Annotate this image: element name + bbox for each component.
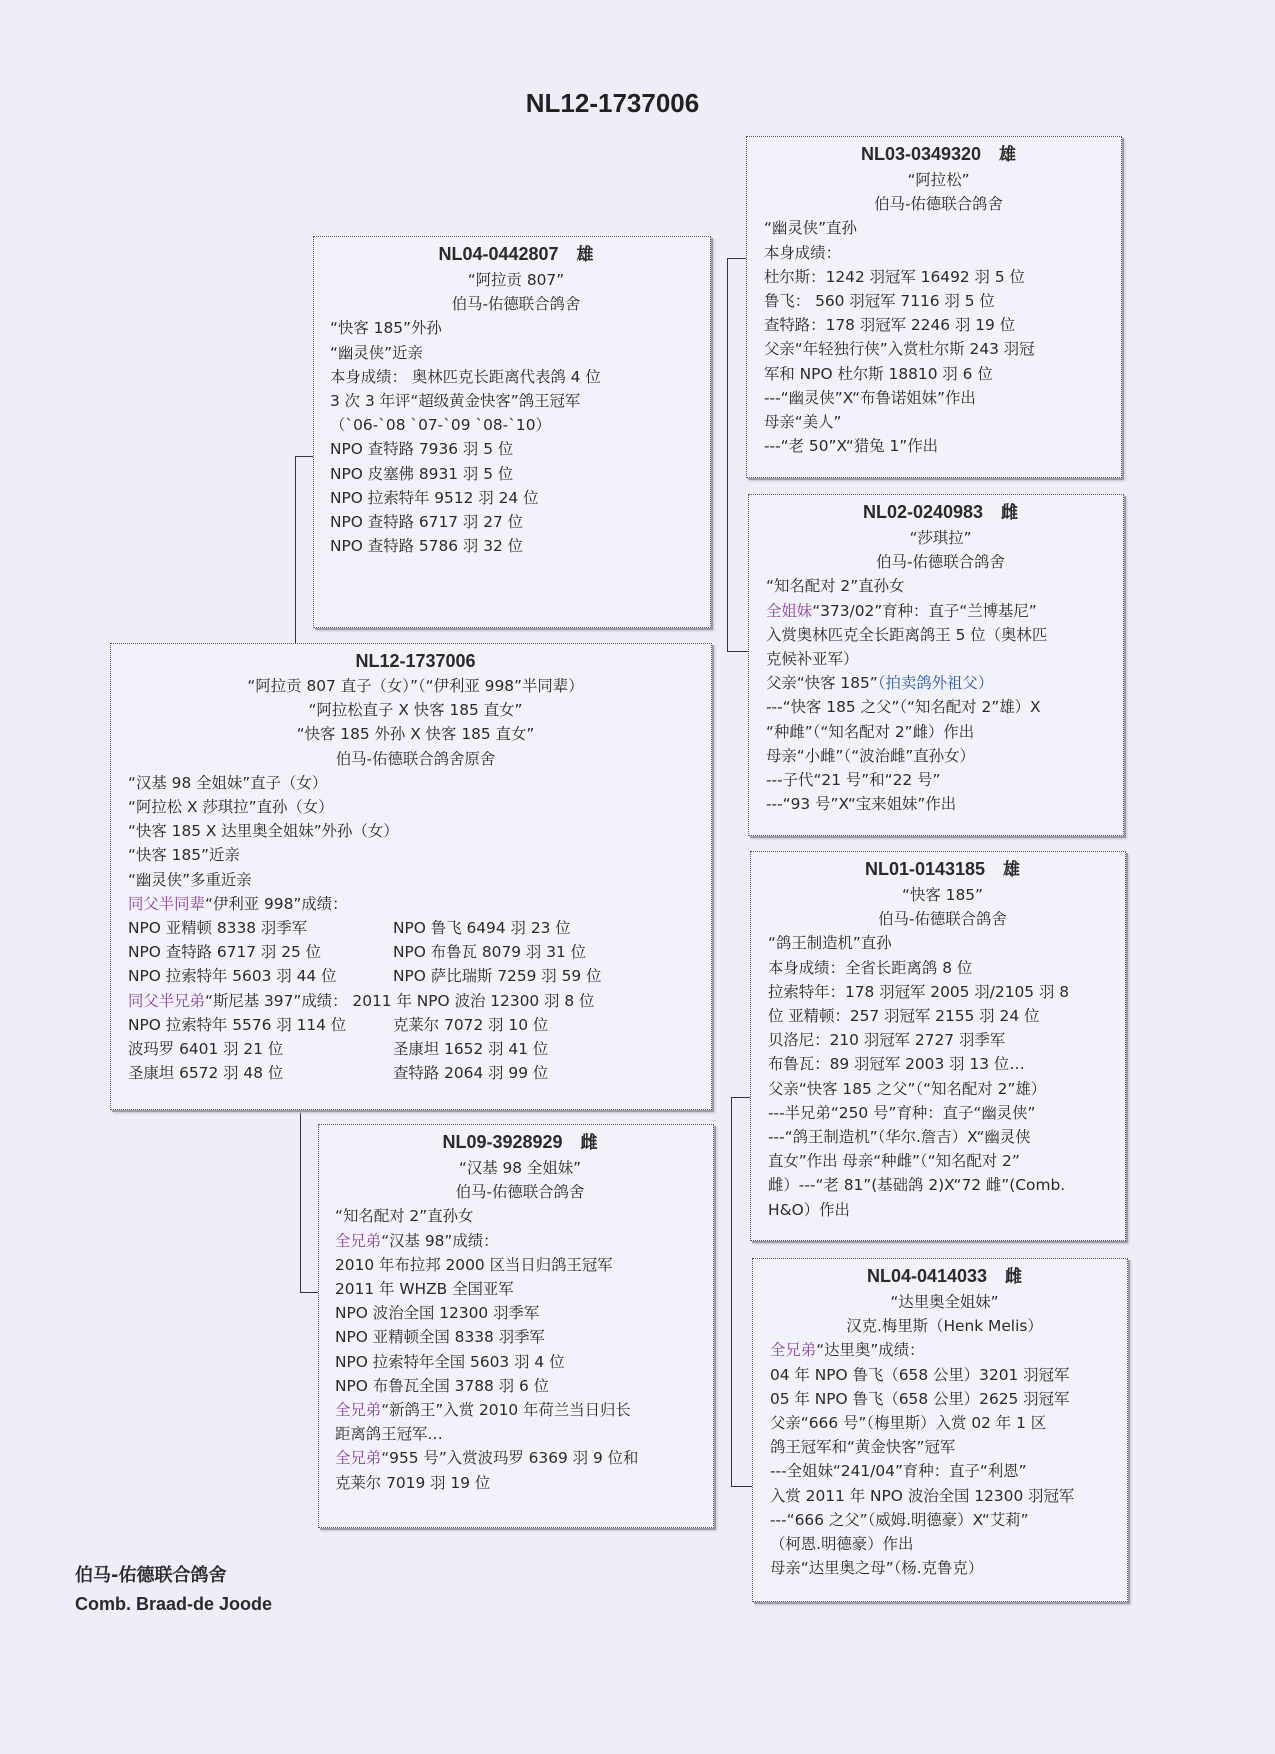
- ss-line: ---“幽灵侠”X“布鲁诺姐妹”作出: [764, 388, 976, 407]
- dam-card: [318, 1124, 714, 1528]
- subject-ring: NL12-1737006: [355, 651, 476, 671]
- sire-line: 3 次 3 年评“超级黄金快客”鸽王冠军: [330, 392, 581, 411]
- sibling-heading: [128, 892, 703, 916]
- result-cell: NPO 萨比瑞斯 7259 羽 59 位: [393, 967, 602, 986]
- sibling-label: 同父半兄弟: [128, 991, 205, 1010]
- sd-sex: 雌: [1001, 503, 1019, 523]
- connector-dam-parents: [731, 1097, 752, 1487]
- dam-ring: NL09-3928929: [442, 1132, 563, 1152]
- sibling-heading: [128, 989, 703, 1013]
- dam-header: [335, 1129, 705, 1156]
- result-row: [128, 916, 703, 940]
- dam-sibling-heading: [335, 1446, 705, 1470]
- subject-pedigree-line: “阿拉松 X 莎琪拉”直孙（女）: [128, 798, 334, 817]
- ds-line: 父亲“快客 185 之父”（“知名配对 2”雄）: [768, 1079, 1047, 1098]
- result-cell: 圣康坦 1652 羽 41 位: [393, 1040, 549, 1059]
- sd-ring: NL02-0240983: [862, 502, 984, 522]
- sibling-label: 全姐妹: [766, 601, 813, 620]
- sd-name: “莎琪拉”: [909, 529, 972, 547]
- ss-line: 父亲“年轻独行侠”入赏杜尔斯 243 羽冠: [764, 340, 1035, 359]
- sd-line: 入赏奥林匹克全长距离鸽王 5 位（奥林匹: [766, 625, 1048, 644]
- sibling-label: 全兄弟: [335, 1449, 382, 1468]
- sire-line: “快客 185”外孙: [330, 319, 442, 338]
- connector-sire-parents: [727, 258, 748, 652]
- dd-line: ---全姐妹“241/04”育种：直子“利恩”: [770, 1462, 1027, 1481]
- sire-sex: 雄: [576, 245, 594, 265]
- subject-pedigree-line: “快客 185 X 达里奥全姐妹”外孙（女）: [128, 822, 399, 841]
- sd-loft: 伯马-佑德联合鸽舍: [876, 553, 1005, 572]
- ds-line: ---“鸽王制造机”（华尔.詹吉）X“幽灵侠: [768, 1128, 1031, 1147]
- loft-signature: [75, 1562, 272, 1618]
- ds-line: 拉索特年：178 羽冠军 2005 羽/2105 羽 8: [768, 982, 1070, 1001]
- page-title: NL12-1737006: [525, 88, 700, 118]
- dd-name: “达里奥全姐妹”: [890, 1293, 999, 1311]
- subject-pedigree-line: “快客 185”近亲: [128, 846, 240, 865]
- sd-line: ---子代“21 号”和“22 号”: [766, 771, 941, 790]
- sire-line: （`06-`08 `07-`09 `08-`10）: [330, 416, 551, 435]
- subject-line: “快客 185 外孙 X 快客 185 直女”: [296, 725, 535, 744]
- dd-line: 母亲“达里奥之母”（杨.克鲁克）: [770, 1559, 984, 1578]
- sire-line: “幽灵侠”近亲: [330, 343, 423, 362]
- ds-name: “快客 185”: [902, 886, 983, 904]
- dd-line: 鸽王冠军和“黄金快客”冠军: [770, 1438, 956, 1457]
- sire-ring: NL04-0442807: [438, 244, 559, 264]
- sire-line: NPO 查特路 6717 羽 27 位: [330, 513, 524, 532]
- ss-ring: NL03-0349320: [860, 144, 982, 164]
- ds-line: ---半兄弟“250 号”育种：直子“幽灵侠”: [768, 1103, 1036, 1122]
- sibling-text: “新鸽王”入赏 2010 年荷兰当日归长: [381, 1401, 631, 1420]
- dam-sibling-heading: [335, 1398, 705, 1422]
- dd-line: 04 年 NPO 鲁飞（658 公里）3201 羽冠军: [770, 1365, 1070, 1384]
- ds-line: “鸽王制造机”直孙: [768, 934, 892, 953]
- subject-loft: 伯马-佑德联合鸽舍原舍: [335, 749, 496, 768]
- dam-line: NPO 布鲁瓦全国 3788 羽 6 位: [335, 1376, 550, 1395]
- sire-name: “阿拉贡 807”: [467, 271, 565, 289]
- dam-sire-card: [750, 851, 1126, 1241]
- dam-name: “汉基 98 全姐妹”: [458, 1159, 582, 1177]
- sd-line: 克候补亚军）: [766, 650, 859, 669]
- ss-line: 军和 NPO 杜尔斯 18810 羽 6 位: [764, 364, 993, 383]
- ds-line: H&O）作出: [768, 1200, 850, 1219]
- dam-line: 2011 年 WHZB 全国亚军: [335, 1280, 514, 1299]
- ss-sex: 雄: [999, 145, 1017, 165]
- ds-line: 布鲁瓦：89 羽冠军 2003 羽 13 位…: [768, 1055, 1025, 1074]
- sd-sibling-heading: [766, 599, 1115, 623]
- dd-line: 入赏 2011 年 NPO 波治全国 12300 羽冠军: [770, 1486, 1075, 1505]
- dam-line: NPO 波治全国 12300 羽季军: [335, 1304, 540, 1323]
- sd-line: ---“93 号”X“宝来姐妹”作出: [766, 795, 957, 814]
- result-row: [128, 940, 703, 964]
- dd-line: 父亲“666 号”（梅里斯）入赏 02 年 1 区: [770, 1414, 1047, 1433]
- dd-loft: 汉克.梅里斯（Henk Melis）: [846, 1317, 1043, 1336]
- sd-line: “知名配对 2”直孙女: [766, 577, 905, 596]
- dam-line: NPO 亚精顿全国 8338 羽季军: [335, 1328, 545, 1347]
- sibling-label: 全兄弟: [335, 1231, 382, 1250]
- sire-card: [313, 236, 711, 628]
- dam-line: “知名配对 2”直孙女: [335, 1207, 474, 1226]
- subject-line: “阿拉松直子 X 快客 185 直女”: [308, 701, 523, 720]
- result-cell: 克莱尔 7072 羽 10 位: [393, 1015, 549, 1034]
- ss-line: 本身成绩：: [764, 243, 841, 262]
- dam-line: 距离鸽王冠军…: [335, 1425, 443, 1444]
- ds-loft: 伯马-佑德联合鸽舍: [878, 910, 1007, 929]
- ss-line: ---“老 50”X“猎兔 1”作出: [764, 437, 939, 456]
- sibling-text: “伊利亚 998”成绩：: [204, 894, 348, 913]
- result-cell: 查特路 2064 羽 99 位: [393, 1064, 549, 1083]
- dam-sex: 雌: [580, 1133, 598, 1153]
- result-cell: NPO 查特路 6717 羽 25 位: [128, 943, 322, 962]
- result-row: [128, 1061, 703, 1085]
- sibling-text: “汉基 98”成绩：: [381, 1231, 499, 1250]
- result-row: [128, 964, 703, 988]
- sire-line: 本身成绩： 奥林匹克长距离代表鸽 4 位: [330, 367, 601, 386]
- ss-line: “幽灵侠”直孙: [764, 219, 857, 238]
- subject-card: [110, 643, 712, 1110]
- result-cell: NPO 亚精顿 8338 羽季军: [128, 919, 308, 938]
- subject-line: “阿拉贡 807 直子（女）”（“伊利亚 998”半同辈）: [247, 677, 584, 695]
- result-cell: NPO 鲁飞 6494 羽 23 位: [393, 919, 571, 938]
- dd-ring: NL04-0414033: [866, 1266, 988, 1286]
- dd-line: （柯恩.明德豪）作出: [770, 1535, 914, 1554]
- sd-line: ---“快客 185 之父”（“知名配对 2”雄）X: [766, 698, 1041, 717]
- dd-line: 05 年 NPO 鲁飞（658 公里）2625 羽冠军: [770, 1389, 1070, 1408]
- dd-sibling-heading: [770, 1338, 1119, 1362]
- sibling-label: 全兄弟: [770, 1341, 817, 1360]
- dd-sex: 雌: [1005, 1267, 1023, 1287]
- sire-dam-card: [748, 494, 1124, 836]
- ss-line: 杜尔斯：1242 羽冠军 16492 羽 5 位: [764, 267, 1025, 286]
- dd-line: ---“666 之父”（威姆.明德豪）X“艾莉”: [770, 1510, 1029, 1529]
- result-cell: NPO 拉索特年 5576 羽 114 位: [128, 1015, 347, 1034]
- sire-line: NPO 查特路 5786 羽 32 位: [330, 537, 524, 556]
- sire-loft: 伯马-佑德联合鸽舍: [451, 295, 581, 314]
- ss-name: “阿拉松”: [907, 171, 970, 189]
- sire-sire-card: [746, 136, 1122, 478]
- result-row: [128, 1013, 703, 1037]
- sire-line: NPO 皮塞佛 8931 羽 5 位: [330, 464, 514, 483]
- sibling-label: 全兄弟: [335, 1401, 382, 1420]
- dd-header: [770, 1263, 1119, 1290]
- sibling-text: “955 号”入赏波玛罗 6369 羽 9 位和: [381, 1449, 639, 1468]
- ds-sex: 雄: [1003, 860, 1021, 880]
- sibling-label: 同父半同辈: [128, 894, 205, 913]
- sd-header: [766, 499, 1115, 526]
- ds-line: 位 亚精顿：257 羽冠军 2155 羽 24 位: [768, 1007, 1040, 1026]
- ss-line: 母亲“美人”: [764, 413, 842, 432]
- ds-line: 本身成绩：全省长距离鸽 8 位: [768, 958, 973, 977]
- connector-center-sire: [295, 456, 314, 645]
- result-cell: NPO 拉索特年 5603 羽 44 位: [128, 967, 337, 986]
- sd-father-text: 父亲“快客 185”: [766, 674, 878, 693]
- result-cell: 波玛罗 6401 羽 21 位: [128, 1040, 284, 1059]
- ds-line: 雌）---“老 81”(基础鸽 2)X“72 雌”(Comb.: [768, 1176, 1066, 1195]
- ss-header: [764, 141, 1113, 168]
- sd-father-note: （拍卖鸽外祖父）: [877, 674, 994, 693]
- ss-loft: 伯马-佑德联合鸽舍: [874, 195, 1003, 214]
- dam-line: 克莱尔 7019 羽 19 位: [335, 1473, 491, 1492]
- ds-ring: NL01-0143185: [864, 859, 986, 879]
- sibling-text: “373/02”育种：直子“兰博基尼”: [812, 601, 1037, 620]
- footer-loft-cn: 伯马-佑德联合鸽舍: [75, 1565, 227, 1586]
- footer-loft-en: Comb. Braad-de Joode: [75, 1594, 273, 1614]
- sire-line: NPO 查特路 7936 羽 5 位: [330, 440, 514, 459]
- dam-line: 2010 年布拉邦 2000 区当日归鸽王冠军: [335, 1255, 613, 1274]
- result-cell: NPO 布鲁瓦 8079 羽 31 位: [393, 943, 587, 962]
- dam-dam-card: [752, 1258, 1128, 1602]
- sire-header: [330, 241, 702, 268]
- ss-line: 查特路：178 羽冠军 2246 羽 19 位: [764, 316, 1016, 335]
- dam-sibling-heading: [335, 1229, 705, 1253]
- subject-pedigree-line: “汉基 98 全姐妹”直子（女）: [128, 773, 328, 792]
- dam-line: NPO 拉索特年全国 5603 羽 4 位: [335, 1352, 565, 1371]
- subject-pedigree-line: “幽灵侠”多重近亲: [128, 870, 252, 889]
- dam-loft: 伯马-佑德联合鸽舍: [455, 1183, 585, 1202]
- result-row: [128, 1037, 703, 1061]
- ds-line: 直女”作出 母亲“种雌”（“知名配对 2”: [768, 1152, 1020, 1171]
- ss-line: 鲁飞： 560 羽冠军 7116 羽 5 位: [764, 292, 995, 311]
- sd-line: “种雌”（“知名配对 2”雌）作出: [766, 722, 975, 741]
- ds-header: [768, 856, 1117, 883]
- sibling-text: “斯尼基 397”成绩： 2011 年 NPO 波治 12300 羽 8 位: [204, 991, 595, 1010]
- sd-line: 母亲“小雌”（“波治雌”直孙女）: [766, 746, 975, 765]
- ds-line: 贝洛尼：210 羽冠军 2727 羽季军: [768, 1031, 1006, 1050]
- sire-line: NPO 拉索特年 9512 羽 24 位: [330, 488, 539, 507]
- sibling-text: “达里奥”成绩：: [816, 1341, 925, 1360]
- result-cell: 圣康坦 6572 羽 48 位: [128, 1064, 284, 1083]
- sd-father-line: [766, 671, 1115, 695]
